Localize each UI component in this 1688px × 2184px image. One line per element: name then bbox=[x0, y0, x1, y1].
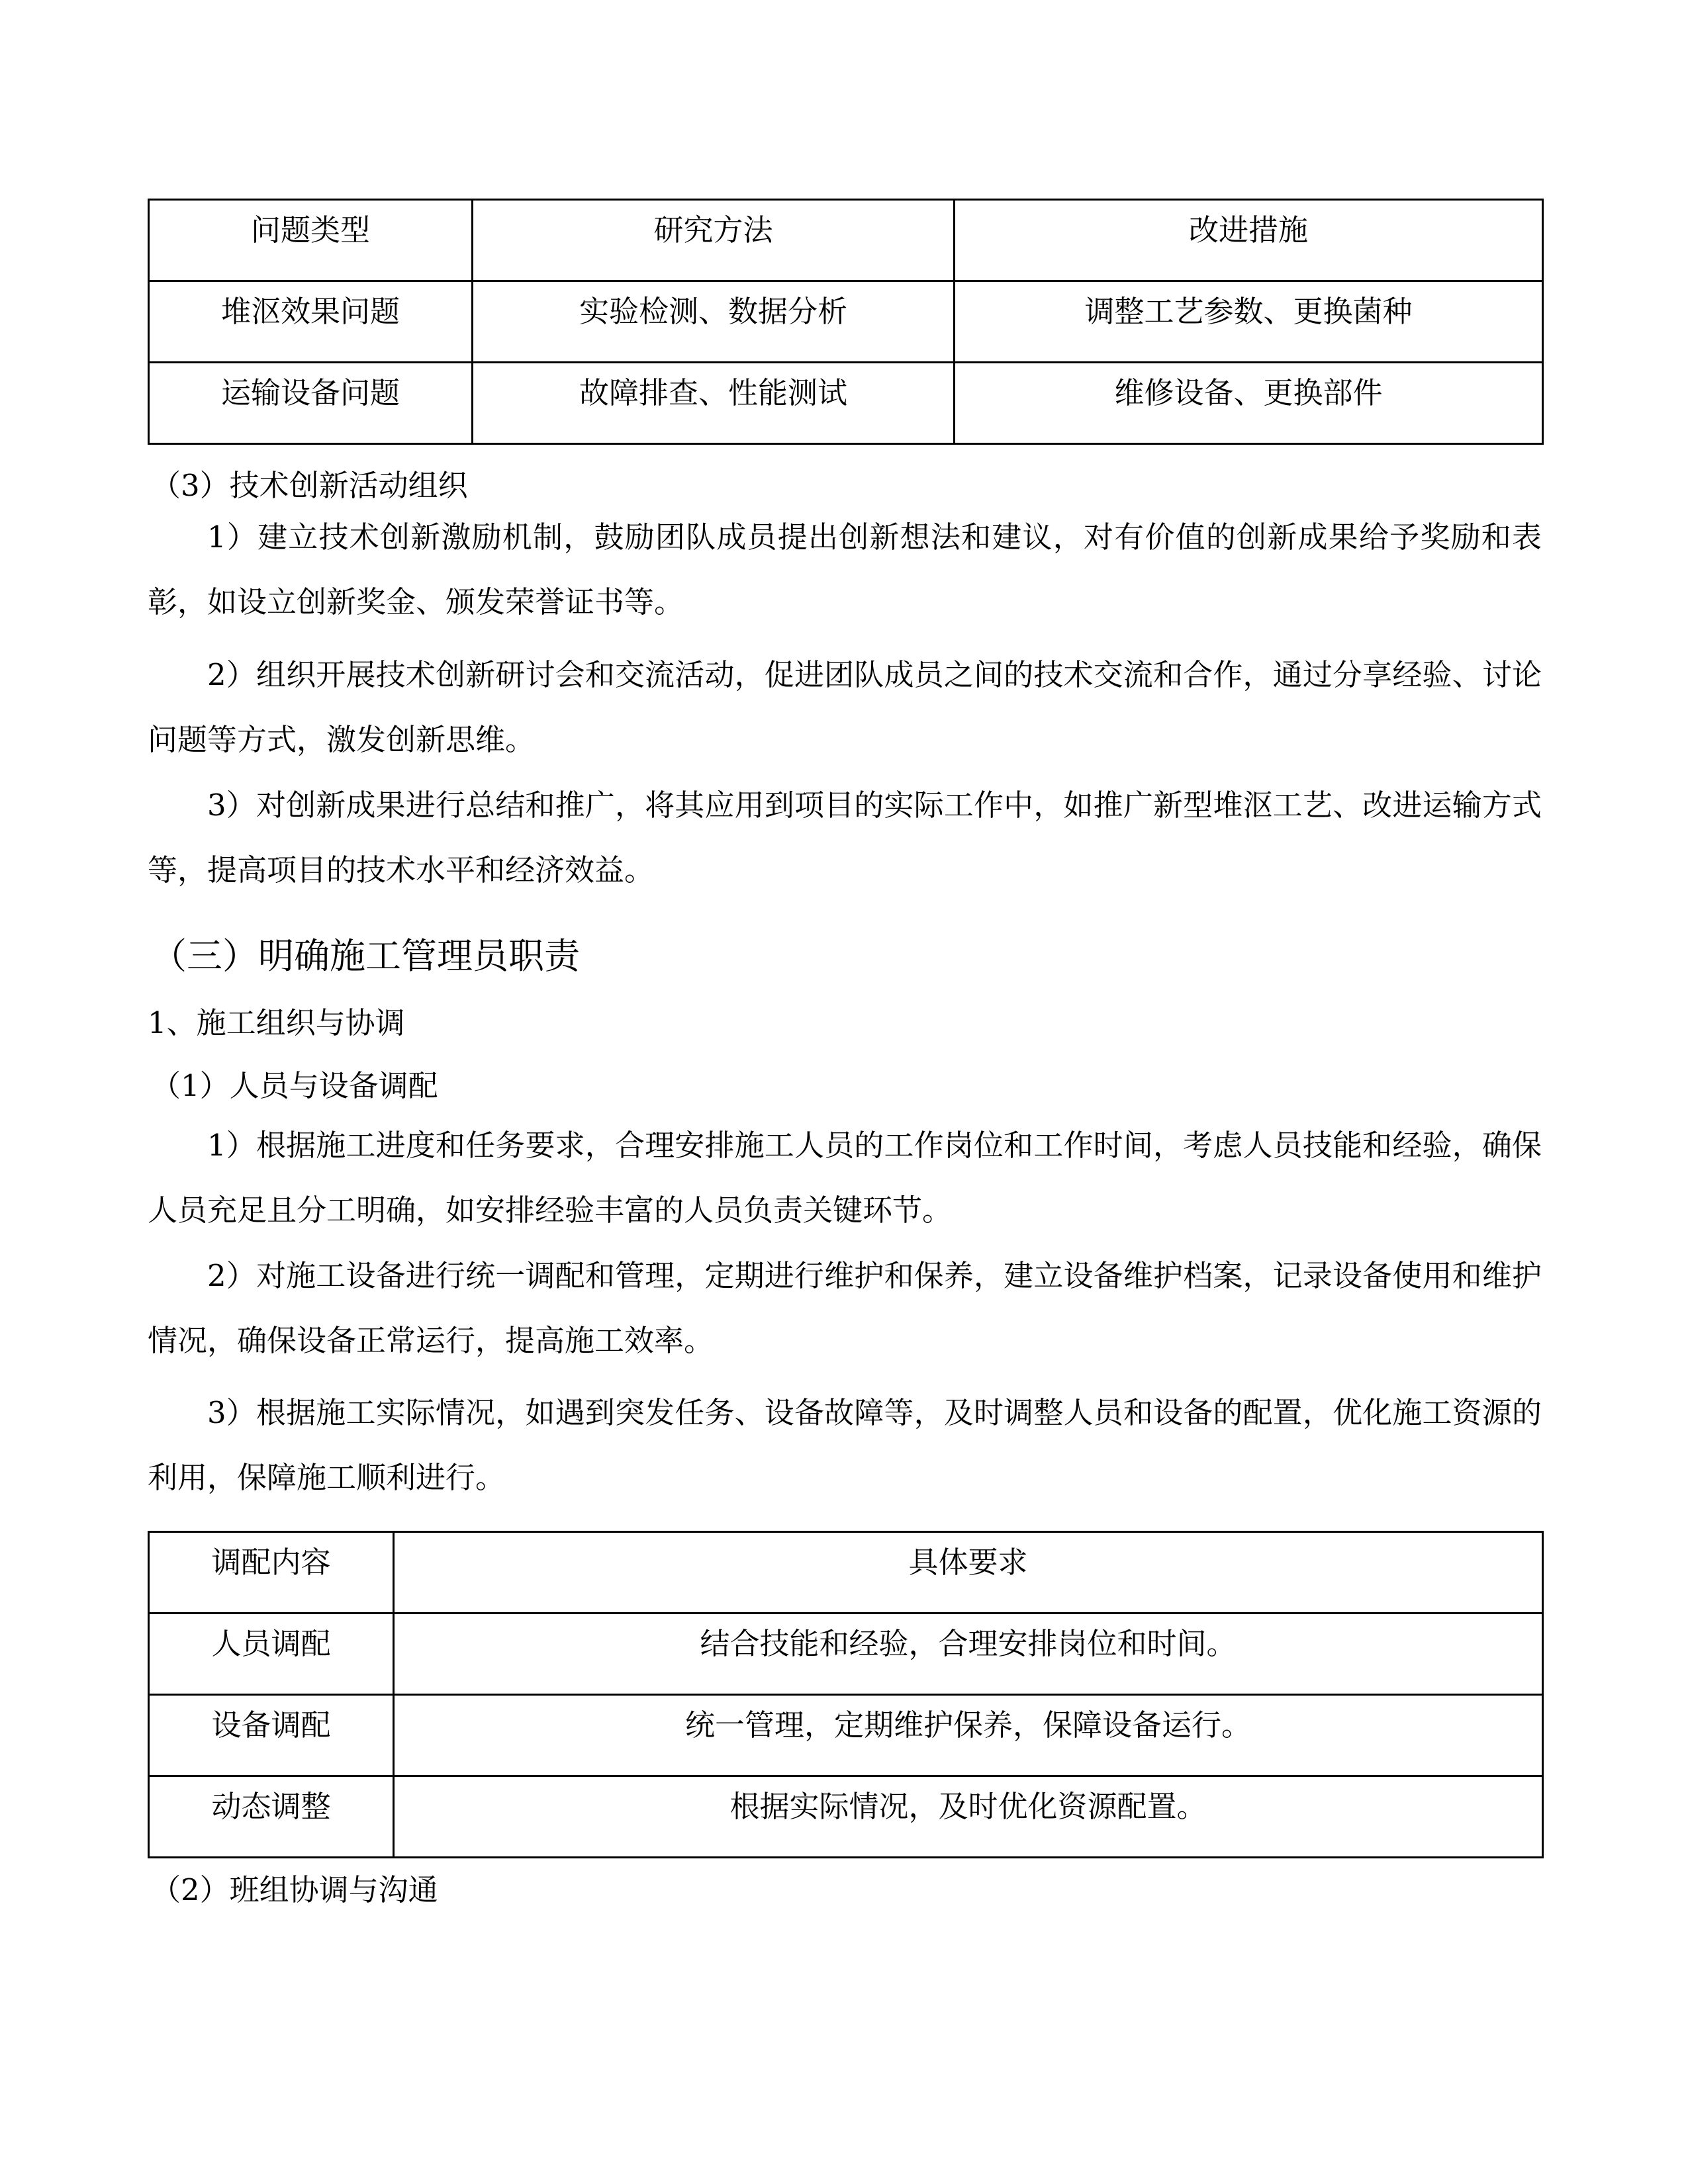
table-cell: 人员调配 bbox=[149, 1614, 394, 1695]
table-row bbox=[149, 1614, 1543, 1695]
subsection-heading-staff-equipment: （1）人员与设备调配 bbox=[151, 1068, 438, 1103]
section-heading-three: （三）明确施工管理员职责 bbox=[151, 935, 580, 977]
table-header-cell: 改进措施 bbox=[955, 200, 1543, 281]
allocation-table bbox=[148, 1531, 1544, 1858]
table-cell: 设备调配 bbox=[149, 1695, 394, 1776]
table-cell: 调整工艺参数、更换菌种 bbox=[955, 281, 1543, 363]
table-cell: 实验检测、数据分析 bbox=[473, 281, 955, 363]
table-cell: 统一管理，定期维护保养，保障设备运行。 bbox=[394, 1695, 1543, 1776]
table-header-cell: 问题类型 bbox=[149, 200, 473, 281]
paragraph: 3）对创新成果进行总结和推广，将其应用到项目的实际工作中，如推广新型堆沤工艺、改进运输方式等，提高项目的技术水平和经济效益。 bbox=[148, 788, 1542, 887]
paragraph: 3）根据施工实际情况，如遇到突发任务、设备故障等，及时调整人员和设备的配置，优化施工资源的利用，保障施工顺利进行。 bbox=[148, 1395, 1542, 1495]
subsection-heading: 1、施工组织与协调 bbox=[148, 1005, 405, 1040]
table-cell: 运输设备问题 bbox=[149, 363, 473, 444]
paragraph: 1）根据施工进度和任务要求，合理安排施工人员的工作岗位和工作时间，考虑人员技能和经验，确保人员充足且分工明确，如安排经验丰富的人员负责关键环节。 bbox=[148, 1128, 1542, 1228]
paragraph: 2）组织开展技术创新研讨会和交流活动，促进团队成员之间的技术交流和合作，通过分享经验、讨论问题等方式，激发创新思维。 bbox=[148, 657, 1542, 757]
table-row bbox=[149, 281, 1543, 363]
table-header-cell: 调配内容 bbox=[149, 1532, 394, 1614]
table-header-cell: 具体要求 bbox=[394, 1532, 1543, 1614]
table-header-row bbox=[149, 1532, 1543, 1614]
table-cell: 根据实际情况，及时优化资源配置。 bbox=[394, 1776, 1543, 1858]
paragraph: 1）建立技术创新激励机制，鼓励团队成员提出创新想法和建议，对有价值的创新成果给予奖励和表彰，如设立创新奖金、颁发荣誉证书等。 bbox=[148, 520, 1542, 619]
table-row bbox=[149, 1776, 1543, 1858]
table-row bbox=[149, 1695, 1543, 1776]
table-cell: 堆沤效果问题 bbox=[149, 281, 473, 363]
table-header-cell: 研究方法 bbox=[473, 200, 955, 281]
subsection-heading-team-coordination: （2）班组协调与沟通 bbox=[151, 1872, 438, 1907]
table-cell: 维修设备、更换部件 bbox=[955, 363, 1543, 444]
section-heading-tech-innovation: （3）技术创新活动组织 bbox=[151, 468, 468, 503]
table-cell: 动态调整 bbox=[149, 1776, 394, 1858]
table-cell: 故障排查、性能测试 bbox=[473, 363, 955, 444]
table-header-row bbox=[149, 200, 1543, 281]
research-methods-table bbox=[148, 199, 1544, 445]
table-row bbox=[149, 363, 1543, 444]
table-cell: 结合技能和经验，合理安排岗位和时间。 bbox=[394, 1614, 1543, 1695]
paragraph: 2）对施工设备进行统一调配和管理，定期进行维护和保养，建立设备维护档案，记录设备使用和维护情况，确保设备正常运行，提高施工效率。 bbox=[148, 1258, 1542, 1358]
